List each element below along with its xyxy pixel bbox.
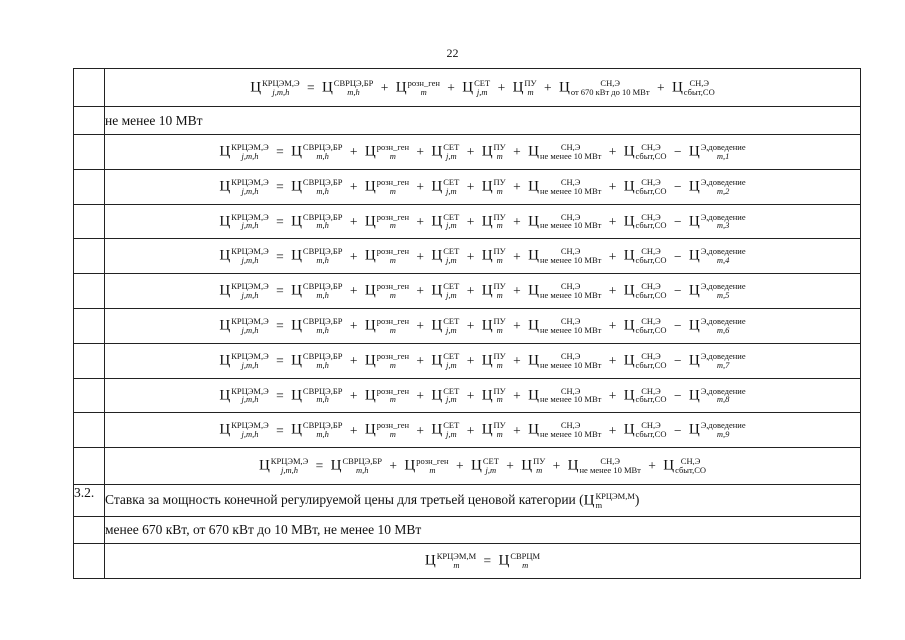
section-number: 3.2. — [74, 485, 105, 517]
subheader-10mw: не менее 10 МВт — [105, 107, 861, 135]
table-row — [74, 517, 861, 544]
formula-cell — [105, 343, 861, 378]
formula-table — [73, 68, 861, 579]
formula-price-dovedenie: Ц КРЦЭМ,Э j,m,h = Ц СВРЦЭ,БР m,h + Ц розн_ген m + Ц СЕТ j,m + Ц ПУ m + Ц СН,Э не менее 10 МВт + Ц СН,Э сбыт,СО − Ц Э,доведение m,4 — [219, 246, 746, 266]
row-number-cell — [74, 169, 105, 204]
formula-price-dovedenie: Ц КРЦЭМ,Э j,m,h = Ц СВРЦЭ,БР m,h + Ц розн_ген m + Ц СЕТ j,m + Ц ПУ m + Ц СН,Э не менее 10 МВт + Ц СН,Э сбыт,СО − Ц Э,доведение m,2 — [219, 176, 746, 196]
row-number-cell — [74, 204, 105, 239]
table-row — [74, 343, 861, 378]
table-row — [74, 169, 861, 204]
formula-price-dovedenie: Ц КРЦЭМ,Э j,m,h = Ц СВРЦЭ,БР m,h + Ц розн_ген m + Ц СЕТ j,m + Ц ПУ m + Ц СН,Э не менее 10 МВт + Ц СН,Э сбыт,СО − Ц Э,доведение m,5 — [219, 281, 746, 301]
section-title: Ставка за мощность конечной регулируемой цены для третьей ценовой категории (Ц КРЦЭМ,М m ) — [105, 485, 861, 517]
formula-price-dovedenie: Ц КРЦЭМ,Э j,m,h = Ц СВРЦЭ,БР m,h + Ц розн_ген m + Ц СЕТ j,m + Ц ПУ m + Ц СН,Э не менее 10 МВт + Ц СН,Э сбыт,СО − Ц Э,доведение m,3 — [219, 211, 746, 231]
formula-cell — [105, 413, 861, 448]
subheader-all-categories: менее 670 кВт, от 670 кВт до 10 МВт, не менее 10 МВт — [105, 517, 861, 544]
formula-cell — [105, 308, 861, 343]
row-number-cell — [74, 239, 105, 274]
formula-price-dovedenie: Ц КРЦЭМ,Э j,m,h = Ц СВРЦЭ,БР m,h + Ц розн_ген m + Ц СЕТ j,m + Ц ПУ m + Ц СН,Э не менее 10 МВт + Ц СН,Э сбыт,СО − Ц Э,доведение m,6 — [219, 315, 746, 335]
formula-price-10mw: Ц КРЦЭМ,Э j,m,h = Ц СВРЦЭ,БР m,h + Ц розн_ген m + Ц СЕТ j,m + Ц ПУ m + Ц СН,Э не менее 10 МВт + Ц СН,Э сбыт,СО — [258, 456, 707, 476]
table-row — [74, 308, 861, 343]
formula-cell — [105, 169, 861, 204]
row-number-cell — [74, 413, 105, 448]
table-row — [74, 135, 861, 170]
row-number-cell — [74, 378, 105, 413]
formula-cell — [105, 544, 861, 579]
table-row — [74, 544, 861, 579]
row-number-cell — [74, 308, 105, 343]
formula-price-dovedenie: Ц КРЦЭМ,Э j,m,h = Ц СВРЦЭ,БР m,h + Ц розн_ген m + Ц СЕТ j,m + Ц ПУ m + Ц СН,Э не менее 10 МВт + Ц СН,Э сбыт,СО − Ц Э,доведение m,8 — [219, 385, 746, 405]
row-number-cell — [74, 107, 105, 135]
table-row — [74, 413, 861, 448]
row-number-cell — [74, 544, 105, 579]
table-row — [74, 274, 861, 309]
table-row — [74, 204, 861, 239]
row-number-cell — [74, 135, 105, 170]
formula-price-dovedenie: Ц КРЦЭМ,Э j,m,h = Ц СВРЦЭ,БР m,h + Ц розн_ген m + Ц СЕТ j,m + Ц ПУ m + Ц СН,Э не менее 10 МВт + Ц СН,Э сбыт,СО − Ц Э,доведение m,1 — [219, 141, 746, 161]
row-number-cell — [74, 448, 105, 485]
row-number-cell — [74, 69, 105, 107]
page-number: 22 — [446, 46, 459, 60]
formula-price-dovedenie: Ц КРЦЭМ,Э j,m,h = Ц СВРЦЭ,БР m,h + Ц розн_ген m + Ц СЕТ j,m + Ц ПУ m + Ц СН,Э не менее 10 МВт + Ц СН,Э сбыт,СО − Ц Э,доведение m,9 — [219, 420, 746, 440]
table-row — [74, 69, 861, 107]
formula-cell — [105, 378, 861, 413]
table-row — [74, 485, 861, 517]
row-number-cell — [74, 517, 105, 544]
row-number-cell — [74, 274, 105, 309]
formula-cell — [105, 239, 861, 274]
formula-power-price: Ц КРЦЭМ,М m = Ц СВРЦМ m — [424, 551, 541, 571]
formula-price-670-10mw: Ц КРЦЭМ,Э j,m,h = Ц СВРЦЭ,БР m,h + Ц розн_ген m + Ц СЕТ j,m + Ц ПУ m + Ц СН,Э от 670 кВт до 10 МВт + Ц СН,Э сбыт,СО — [250, 77, 715, 97]
formula-cell — [105, 274, 861, 309]
table-row — [74, 107, 861, 135]
formula-cell — [105, 69, 861, 107]
table-row — [74, 239, 861, 274]
formula-cell — [105, 204, 861, 239]
formula-price-dovedenie: Ц КРЦЭМ,Э j,m,h = Ц СВРЦЭ,БР m,h + Ц розн_ген m + Ц СЕТ j,m + Ц ПУ m + Ц СН,Э не менее 10 МВт + Ц СН,Э сбыт,СО − Ц Э,доведение m,7 — [219, 350, 746, 370]
formula-cell — [105, 448, 861, 485]
table-row — [74, 378, 861, 413]
table-row — [74, 448, 861, 485]
formula-cell — [105, 135, 861, 170]
row-number-cell — [74, 343, 105, 378]
